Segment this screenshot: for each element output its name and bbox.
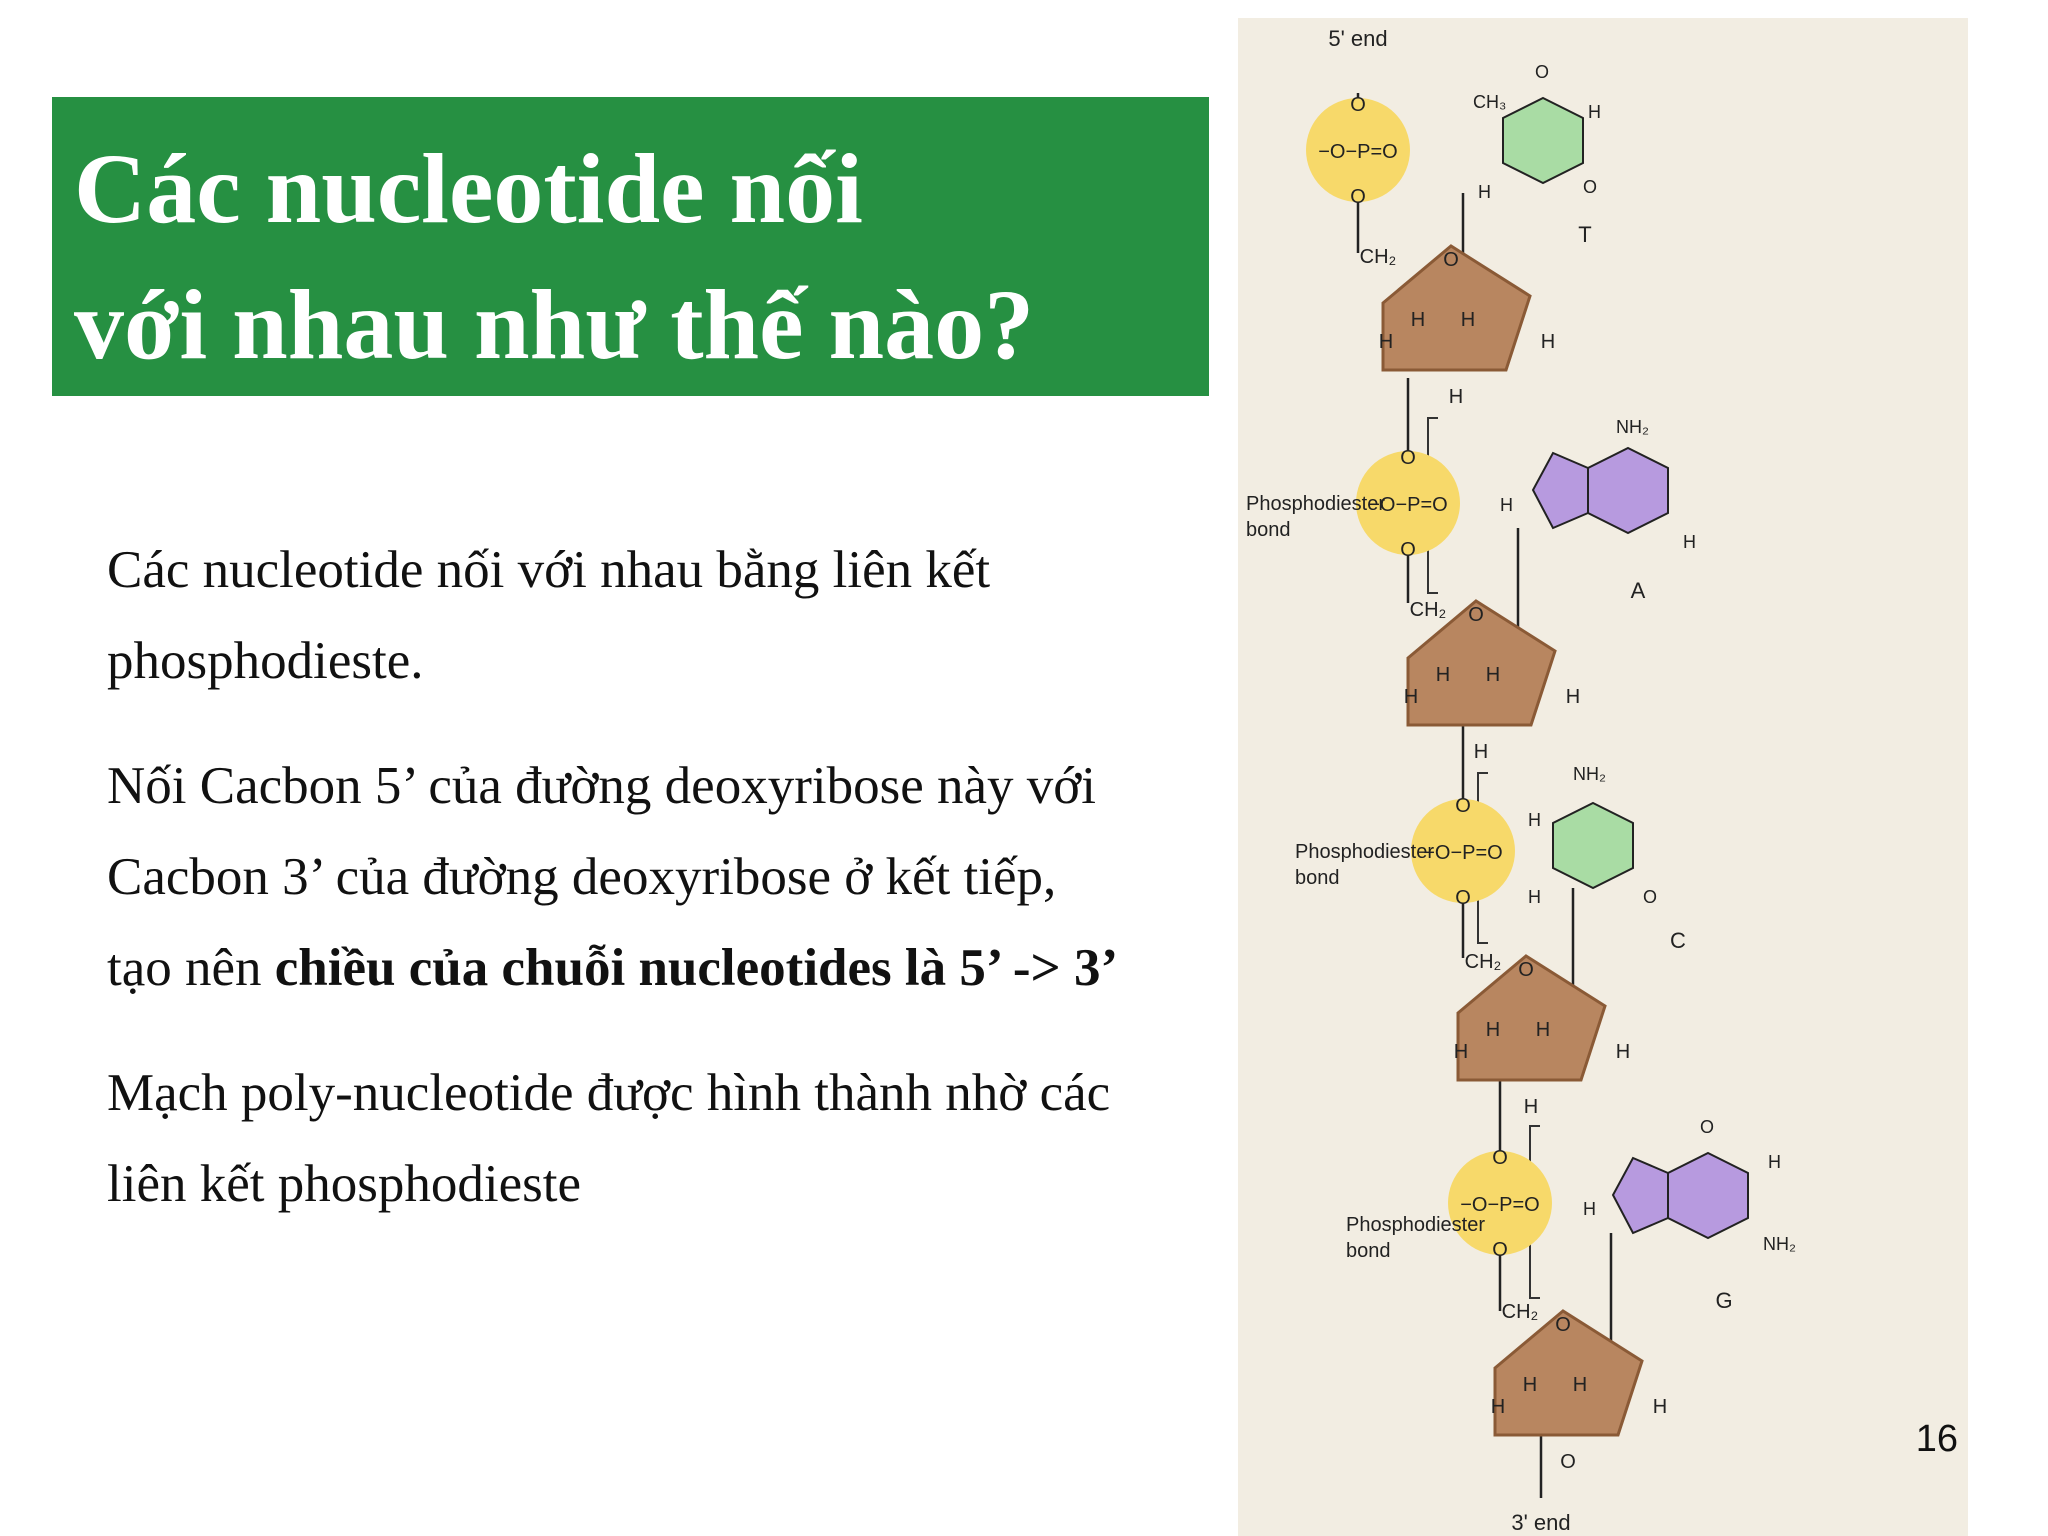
svg-text:H: H <box>1523 1096 1539 1118</box>
svg-text:H: H <box>1528 887 1541 907</box>
title-line-2: với nhau như thế nào? <box>74 269 1035 380</box>
dna-diagram <box>1238 18 1968 1536</box>
svg-text:H: H <box>1683 532 1696 552</box>
svg-text:H: H <box>1403 686 1419 708</box>
svg-text:NH₂: NH₂ <box>1763 1234 1796 1254</box>
cytosine-ring <box>1553 803 1633 888</box>
paragraph-2-bold: chiều của chuỗi nucleotides là 5’ -> 3’ <box>274 939 1119 997</box>
svg-text:O: O <box>1535 62 1550 82</box>
guanine-ring-6 <box>1668 1153 1748 1238</box>
svg-text:O: O <box>1400 539 1416 561</box>
bond-label-1-word1: Phosphodiester <box>1246 493 1385 515</box>
svg-text:NH₂: NH₂ <box>1616 417 1649 437</box>
svg-text:H: H <box>1435 664 1451 686</box>
base-label-G: G <box>1715 1288 1733 1313</box>
svg-text:H: H <box>1540 331 1556 353</box>
svg-text:H: H <box>1522 1374 1538 1396</box>
adenine-ring-6 <box>1588 448 1668 533</box>
svg-text:H: H <box>1500 495 1513 515</box>
svg-text:O: O <box>1555 1314 1571 1336</box>
dna-strand-figure <box>1238 18 1968 1536</box>
page-number: 16 <box>1915 1418 1958 1460</box>
five-prime-end-label: 5' end <box>1328 26 1388 51</box>
svg-text:H: H <box>1448 386 1464 408</box>
svg-text:O: O <box>1443 249 1459 271</box>
slide-title <box>74 121 1199 393</box>
paragraph-1: Các nucleotide nối với nhau bằng liên kết phosphodieste. <box>107 541 991 690</box>
svg-text:H: H <box>1485 1019 1501 1041</box>
svg-text:H: H <box>1490 1396 1506 1418</box>
svg-text:O: O <box>1643 887 1658 907</box>
title-line-1: Các nucleotide nối <box>74 133 863 244</box>
svg-text:CH₂: CH₂ <box>1359 246 1397 268</box>
svg-text:O: O <box>1455 887 1471 909</box>
svg-text:H: H <box>1768 1152 1781 1172</box>
adenine-ring-5 <box>1533 453 1588 528</box>
svg-text:H: H <box>1583 1199 1596 1219</box>
svg-text:H: H <box>1485 664 1501 686</box>
svg-text:−O−P=O: −O−P=O <box>1460 1194 1540 1216</box>
bond-label-3-word1: Phosphodiester <box>1346 1214 1485 1236</box>
svg-text:O: O <box>1560 1451 1576 1473</box>
paragraph-2-text: Nối Cacbon 5’ của đường deoxyribose này với Cacbon 3’ của đường deoxyribose ở kết tiếp, tạo nên <box>107 757 1096 997</box>
svg-text:CH₂: CH₂ <box>1409 599 1447 621</box>
svg-text:O: O <box>1700 1117 1715 1137</box>
svg-text:O: O <box>1455 795 1471 817</box>
slide-body <box>107 525 1127 1264</box>
svg-text:−O−P=O: −O−P=O <box>1423 842 1503 864</box>
svg-text:O: O <box>1518 959 1534 981</box>
svg-text:−O−P=O: −O−P=O <box>1368 494 1448 516</box>
svg-text:O: O <box>1350 94 1366 116</box>
three-prime-end-label: 3' end <box>1511 1510 1571 1535</box>
svg-text:H: H <box>1535 1019 1551 1041</box>
paragraph-3: Mạch poly-nucleotide được hình thành nhờ các liên kết phosphodieste <box>107 1064 1111 1213</box>
base-label-C: C <box>1670 928 1686 953</box>
svg-text:H: H <box>1615 1041 1631 1063</box>
bond-label-2-word2: bond <box>1295 867 1340 889</box>
svg-text:H: H <box>1572 1374 1588 1396</box>
svg-text:H: H <box>1410 309 1426 331</box>
title-banner <box>52 97 1209 396</box>
svg-text:CH₂: CH₂ <box>1464 951 1502 973</box>
svg-text:H: H <box>1378 331 1394 353</box>
base-label-A: A <box>1630 578 1646 603</box>
svg-text:NH₂: NH₂ <box>1573 764 1606 784</box>
svg-text:H: H <box>1478 182 1491 202</box>
paragraph-2 <box>107 741 1127 1014</box>
bond-label-2-word1: Phosphodiester <box>1295 841 1434 863</box>
svg-text:O: O <box>1492 1239 1508 1261</box>
svg-text:O: O <box>1492 1147 1508 1169</box>
bond-label-1-word2: bond <box>1246 519 1291 541</box>
svg-text:H: H <box>1528 810 1541 830</box>
svg-text:H: H <box>1460 309 1476 331</box>
svg-text:CH₂: CH₂ <box>1501 1301 1539 1323</box>
bond-label-3-word2: bond <box>1346 1240 1391 1262</box>
svg-text:−O−P=O: −O−P=O <box>1318 141 1398 163</box>
svg-text:O: O <box>1468 604 1484 626</box>
svg-text:H: H <box>1453 1041 1469 1063</box>
svg-text:CH₃: CH₃ <box>1473 92 1507 112</box>
base-label-T: T <box>1578 222 1592 247</box>
guanine-ring-5 <box>1613 1158 1668 1233</box>
svg-text:H: H <box>1652 1396 1668 1418</box>
svg-text:O: O <box>1350 186 1366 208</box>
svg-text:O: O <box>1400 447 1416 469</box>
svg-text:H: H <box>1473 741 1489 763</box>
svg-text:H: H <box>1565 686 1581 708</box>
thymine-ring <box>1503 98 1583 183</box>
svg-text:H: H <box>1588 102 1601 122</box>
svg-text:O: O <box>1583 177 1598 197</box>
